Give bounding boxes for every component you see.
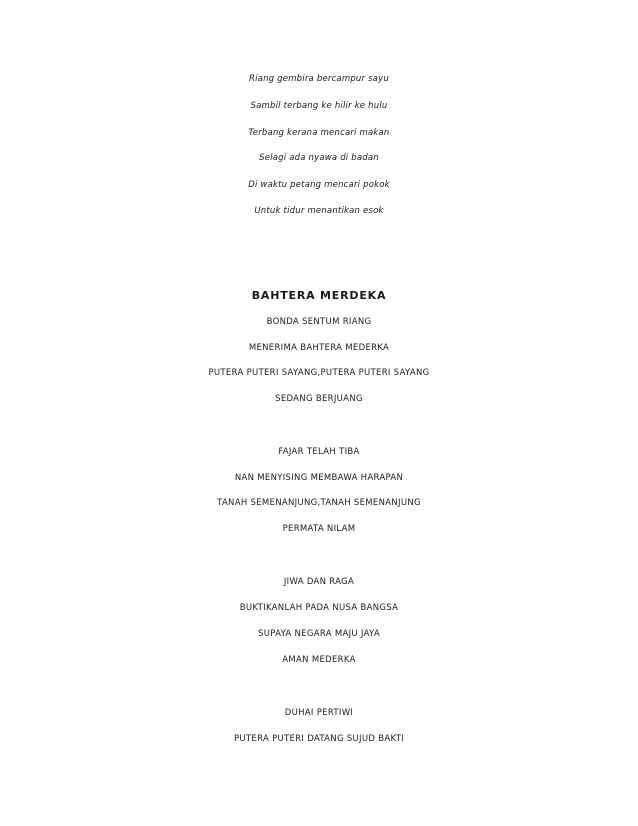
lyric-line: NAN MENYISING MEMBAWA HARAPAN: [234, 473, 404, 483]
song-title: BAHTERA MERDEKA: [251, 289, 387, 302]
lyric-line: PERMATA NILAM: [282, 524, 356, 534]
poem-line: Sambil terbang ke hilir ke hulu: [250, 101, 388, 111]
lyric-line: BUKTIKANLAH PADA NUSA BANGSA: [239, 603, 399, 613]
lyric-line: MENERIMA BAHTERA MEDERKA: [248, 343, 390, 353]
lyric-line: SEDANG BERJUANG: [275, 394, 363, 404]
poem-line: Di waktu petang mencari pokok: [248, 180, 390, 190]
poem-line: Untuk tidur menantikan esok: [254, 206, 384, 216]
lyric-line: SUPAYA NEGARA MAJU JAYA: [258, 629, 380, 639]
lyric-line: PUTERA PUTERI SAYANG,PUTERA PUTERI SAYANG: [208, 368, 430, 378]
lyric-line: TANAH SEMENANJUNG,TANAH SEMENANJUNG: [217, 498, 421, 508]
lyric-line: BONDA SENTUM RIANG: [266, 317, 372, 327]
lyric-line: PUTERA PUTERI DATANG SUJUD BAKTI: [233, 734, 404, 744]
lyric-line: FAJAR TELAH TIBA: [278, 447, 360, 457]
poem-line: Selagi ada nyawa di badan: [259, 153, 379, 163]
lyric-line: AMAN MEDERKA: [282, 655, 356, 665]
poem-line: Riang gembira bercampur sayu: [249, 74, 389, 84]
poem-line: Terbang kerana mencari makan: [248, 128, 390, 138]
lyric-line: DUHAI PERTIWI: [284, 708, 354, 718]
lyric-line: JIWA DAN RAGA: [283, 577, 355, 587]
